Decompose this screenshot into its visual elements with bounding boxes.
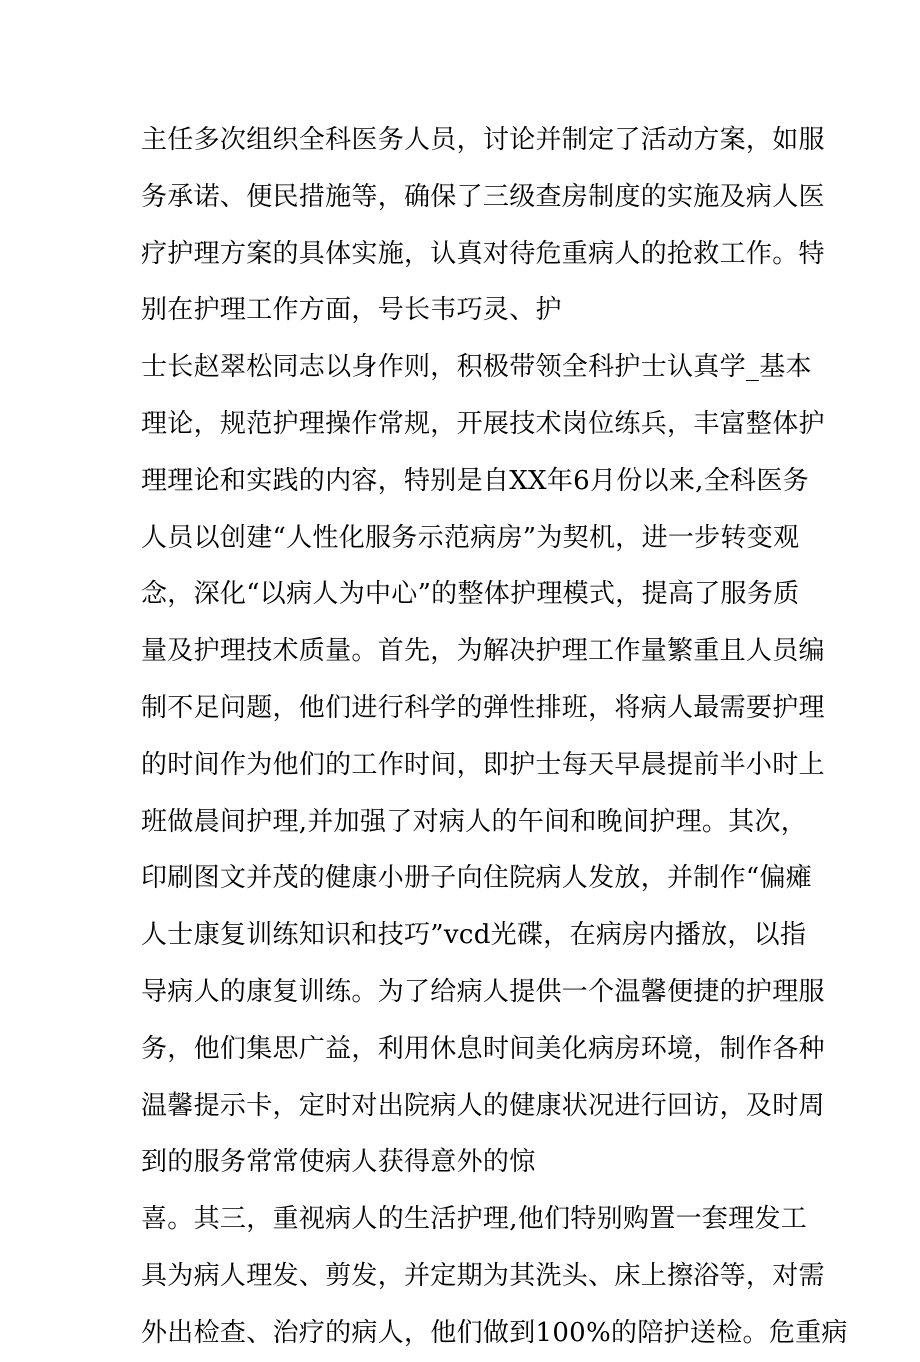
text-line: 务承诺、便民措施等，确保了三级查房制度的实施及病人医: [141, 181, 825, 212]
text-line: 主任多次组织全科医务人员，讨论并制定了活动方案，如服: [141, 125, 825, 155]
text-line: 印刷图文并茂的健康小册子向住院病人发放，并制作“偏瘫: [141, 863, 813, 894]
text-line: 制不足问题，他们进行科学的弹性排班，将病人最需要护理: [141, 692, 825, 723]
text-line: 班做晨间护理,并加强了对病人的午间和晚间护理。其次，: [141, 806, 808, 837]
text-line: 到的服务常常使病人获得意外的惊: [141, 1147, 536, 1178]
text-line: 量及护理技术质量。首先，为解决护理工作量繁重且人员编: [141, 636, 825, 667]
text-line: 导病人的康复训练。为了给病人提供一个温馨便捷的护理服: [141, 976, 825, 1007]
text-line: 温馨提示卡，定时对出院病人的健康状况进行回访，及时周: [141, 1090, 825, 1121]
text-line: 士长赵翠松同志以身作则，积极带领全科护士认真学_基本: [141, 352, 812, 383]
text-line: 理理论和实践的内容，特别是自XX年6月份以来,全科医务: [141, 465, 809, 496]
text-line: 别在护理工作方面，号长韦巧灵、护: [141, 295, 562, 326]
text-line: 务，他们集思广益，利用休息时间美化病房环境，制作各种: [141, 1033, 825, 1064]
text-line: 理论，规范护理操作常规，开展技术岗位练兵，丰富整体护: [141, 408, 825, 439]
text-line: 人员以创建“人性化服务示范病房”为契机，进一步转变观: [141, 522, 800, 553]
text-line: 的时间作为他们的工作时间，即护士每天早晨提前半小时上: [141, 749, 825, 780]
text-line: 念，深化“以病人为中心”的整体护理模式，提高了服务质: [141, 579, 800, 610]
text-line: 外出检查、治疗的病人，他们做到100%的陪护送检。危重病: [141, 1317, 848, 1348]
text-line: 具为病人理发、剪发，并定期为其洗头、床上擦浴等，对需: [141, 1260, 825, 1291]
document-body-text: [141, 112, 848, 1362]
text-line: 喜。其三，重视病人的生活护理,他们特别购置一套理发工: [141, 1204, 808, 1235]
text-line: 疗护理方案的具体实施，认真对待危重病人的抢救工作。特: [141, 238, 825, 269]
text-line: 人士康复训练知识和技巧”vcd光碟，在病房内播放，以指: [141, 920, 807, 951]
